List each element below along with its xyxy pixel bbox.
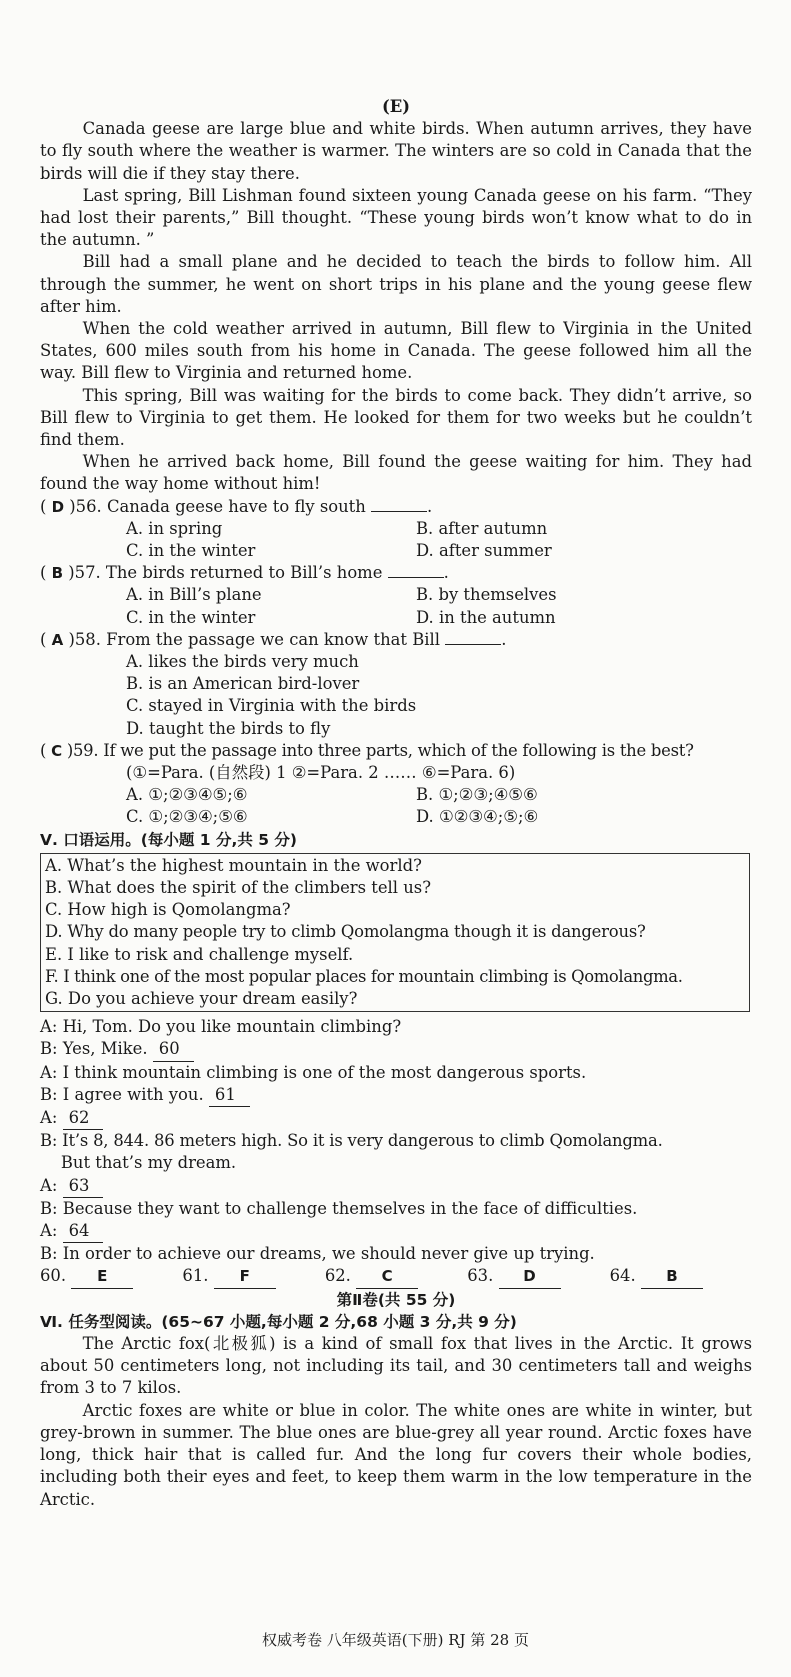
answer-mark: D xyxy=(51,497,65,516)
passage-paragraph: When he arrived back home, Bill found the geese waiting for him. They had found the way home without him! xyxy=(40,452,752,494)
question-end: . xyxy=(501,629,507,649)
option-d: D. taught the birds to fly xyxy=(126,718,331,738)
option-b: B. after autumn xyxy=(416,518,548,538)
option-a: A. likes the birds very much xyxy=(126,652,359,672)
dialogue-text: B: Yes, Mike. xyxy=(40,1039,148,1059)
option-c: C. in the winter xyxy=(126,607,256,627)
question-stem: )57. The birds returned to Bill’s home xyxy=(68,563,383,583)
passage-paragraph: Canada geese are large blue and white birds. When autumn arrives, they have to fly south where the weather is warmer. The winters are so cold in Canada that the birds will die if they stay there. xyxy=(40,119,752,183)
choice-item: A. What’s the highest mountain in the world? xyxy=(45,855,422,875)
dialogue-line: A: I think mountain climbing is one of the most dangerous sports. xyxy=(40,1062,587,1082)
dialogue-line xyxy=(40,1038,752,1061)
passage-paragraph: When the cold weather arrived in autumn, Bill flew to Virginia in the United States, 600 miles south from his home in Canada. The geese followed him all the way. Bill flew to Virginia and returned home. xyxy=(40,319,752,383)
dialogue-blank: 61 xyxy=(209,1084,250,1107)
dialogue-line: B: In order to achieve our dreams, we should never give up trying. xyxy=(40,1244,595,1264)
answer-blank xyxy=(371,497,427,512)
option-b: B. ①;②③;④⑤⑥ xyxy=(416,785,538,805)
question-note: (①=Para. (自然段) 1 ②=Para. 2 …… ⑥=Para. 6) xyxy=(126,763,516,783)
answer-value: D xyxy=(499,1265,561,1288)
question-end: . xyxy=(427,496,433,516)
dialogue-text: A: xyxy=(40,1221,58,1241)
option-b: B. by themselves xyxy=(416,585,557,605)
passage-paragraph: This spring, Bill was waiting for the birds to come back. They didn’t arrive, so Bill flew to Virginia to get them. He looked for them for two weeks but he couldn’t find them. xyxy=(40,385,752,450)
passage-e xyxy=(40,118,752,495)
answer-number: 60. xyxy=(40,1266,67,1286)
choice-item: D. Why do many people try to climb Qomolangma though it is dangerous? xyxy=(45,922,646,942)
dialogue-line: A: Hi, Tom. Do you like mountain climbing? xyxy=(40,1017,402,1037)
answer-blank xyxy=(388,563,444,578)
choice-item: C. How high is Qomolangma? xyxy=(45,900,291,920)
passage-arctic-fox xyxy=(40,1333,752,1511)
choice-item: G. Do you achieve your dream easily? xyxy=(45,989,358,1009)
page-footer: 权威考卷 八年级英语(下册) RJ 第 28 页 xyxy=(262,1631,529,1649)
answer-number: 63. xyxy=(467,1266,494,1286)
dialogue-line xyxy=(40,1220,752,1243)
option-c: C. ①;②③④;⑤⑥ xyxy=(126,807,248,827)
dialogue-line xyxy=(40,1175,752,1198)
option-a: A. in spring xyxy=(126,518,223,538)
question-57: ( B )57. The birds returned to Bill’s home . A. in Bill’s plane B. by themselves C. in the winter D. in the autumn xyxy=(40,562,752,629)
answer-number: 64. xyxy=(609,1266,636,1286)
dialogue-text: A: xyxy=(40,1108,58,1128)
question-56: ( D )56. Canada geese have to fly south . A. in spring B. after autumn C. in the winter D. after summer xyxy=(40,496,752,563)
option-c: C. stayed in Virginia with the birds xyxy=(126,696,417,716)
answer-value: E xyxy=(71,1265,133,1288)
section-vi-title: Ⅵ. 任务型阅读。(65~67 小题,每小题 2 分,68 小题 3 分,共 9 分) xyxy=(40,1312,517,1331)
option-d: D. ①②③④;⑤;⑥ xyxy=(416,807,539,827)
part-ii-heading: 第Ⅱ卷(共 55 分) xyxy=(336,1290,456,1309)
dialogue-blank: 64 xyxy=(63,1220,104,1243)
option-d: D. after summer xyxy=(416,541,552,561)
answer-value: C xyxy=(356,1265,418,1288)
answer-mark: A xyxy=(51,630,64,649)
passage-paragraph: Bill had a small plane and he decided to teach the birds to follow him. All through the summer, he went on short trips in his plane and the young geese flew after him. xyxy=(40,252,752,316)
passage-paragraph: The Arctic fox(北极狐) is a kind of small fox that lives in the Arctic. It grows about 50 centimeters long, not including its tail, and 30 centimeters tall and weighs from 3 to 7 kilos. xyxy=(40,1334,752,1398)
choice-item: F. I think one of the most popular places for mountain climbing is Qomolangma. xyxy=(45,966,683,986)
question-stem: )58. From the passage we can know that Bill xyxy=(68,629,440,649)
dialogue-blank: 60 xyxy=(153,1038,194,1061)
question-stem: )56. Canada geese have to fly south xyxy=(69,496,366,516)
dialogue-line: B: It’s 8, 844. 86 meters high. So it is very dangerous to climb Qomolangma. xyxy=(40,1131,663,1151)
question-end: . xyxy=(443,563,449,583)
answer-mark: B xyxy=(51,564,64,583)
option-b: B. is an American bird-lover xyxy=(126,674,360,694)
question-stem: )59. If we put the passage into three parts, which of the following is the best? xyxy=(66,740,694,760)
dialogue-text: A: xyxy=(40,1175,58,1195)
passage-paragraph: Last spring, Bill Lishman found sixteen young Canada geese on his farm. “They had lost their parents,” Bill thought. “These young birds won’t know what to do in the autumn. ” xyxy=(40,185,752,250)
option-a: A. in Bill’s plane xyxy=(126,585,262,605)
dialogue-blank: 62 xyxy=(63,1107,104,1130)
dialogue-line xyxy=(40,1107,752,1130)
dialogue-line: B: Because they want to challenge themselves in the face of difficulties. xyxy=(40,1198,638,1218)
option-d: D. in the autumn xyxy=(416,607,556,627)
dialogue xyxy=(40,1016,752,1265)
answer-number: 61. xyxy=(182,1266,209,1286)
answer-number: 62. xyxy=(324,1266,351,1286)
answer-value: B xyxy=(641,1265,703,1288)
passage-heading: (E) xyxy=(381,97,410,116)
answer-blank xyxy=(445,630,501,645)
answer-value: F xyxy=(214,1265,276,1288)
choice-box xyxy=(40,853,750,1012)
section-v-title: Ⅴ. 口语运用。(每小题 1 分,共 5 分) xyxy=(40,830,297,849)
worksheet-page xyxy=(40,96,752,1511)
dialogue-line: But that’s my dream. xyxy=(40,1153,237,1173)
question-59: ( C )59. If we put the passage into three parts, which of the following is the best? (①=Para. (自然段) 1 ②=Para. 2 …… ⑥=Para. 6) A. ①;②③④⑤;⑥ B. ①;②③;④⑤⑥ C. ①;②③④;⑤⑥ D. ①②③④;⑤;⑥ xyxy=(40,740,752,829)
dialogue-text: B: I agree with you. xyxy=(40,1084,204,1104)
question-58: ( A )58. From the passage we can know that Bill . A. likes the birds very much B. is an American bird-lover C. stayed in Virginia with the birds D. taught the birds to fly xyxy=(40,629,752,740)
answer-mark: C xyxy=(51,741,62,760)
passage-paragraph: Arctic foxes are white or blue in color. The white ones are white in winter, but grey-brown in summer. The blue ones are blue-grey all year round. Arctic foxes have long, thick hair that is called fur. And the long fur covers their whole bodies, including both their eyes and feet, to keep them warm in the low temperature in the Arctic. xyxy=(40,1400,752,1509)
choice-item: B. What does the spirit of the climbers tell us? xyxy=(45,878,431,898)
answer-row xyxy=(40,1265,752,1288)
option-c: C. in the winter xyxy=(126,541,256,561)
dialogue-blank: 63 xyxy=(63,1175,104,1198)
option-a: A. ①;②③④⑤;⑥ xyxy=(126,785,248,805)
choice-item: E. I like to risk and challenge myself. xyxy=(45,944,354,964)
dialogue-line xyxy=(40,1084,752,1107)
